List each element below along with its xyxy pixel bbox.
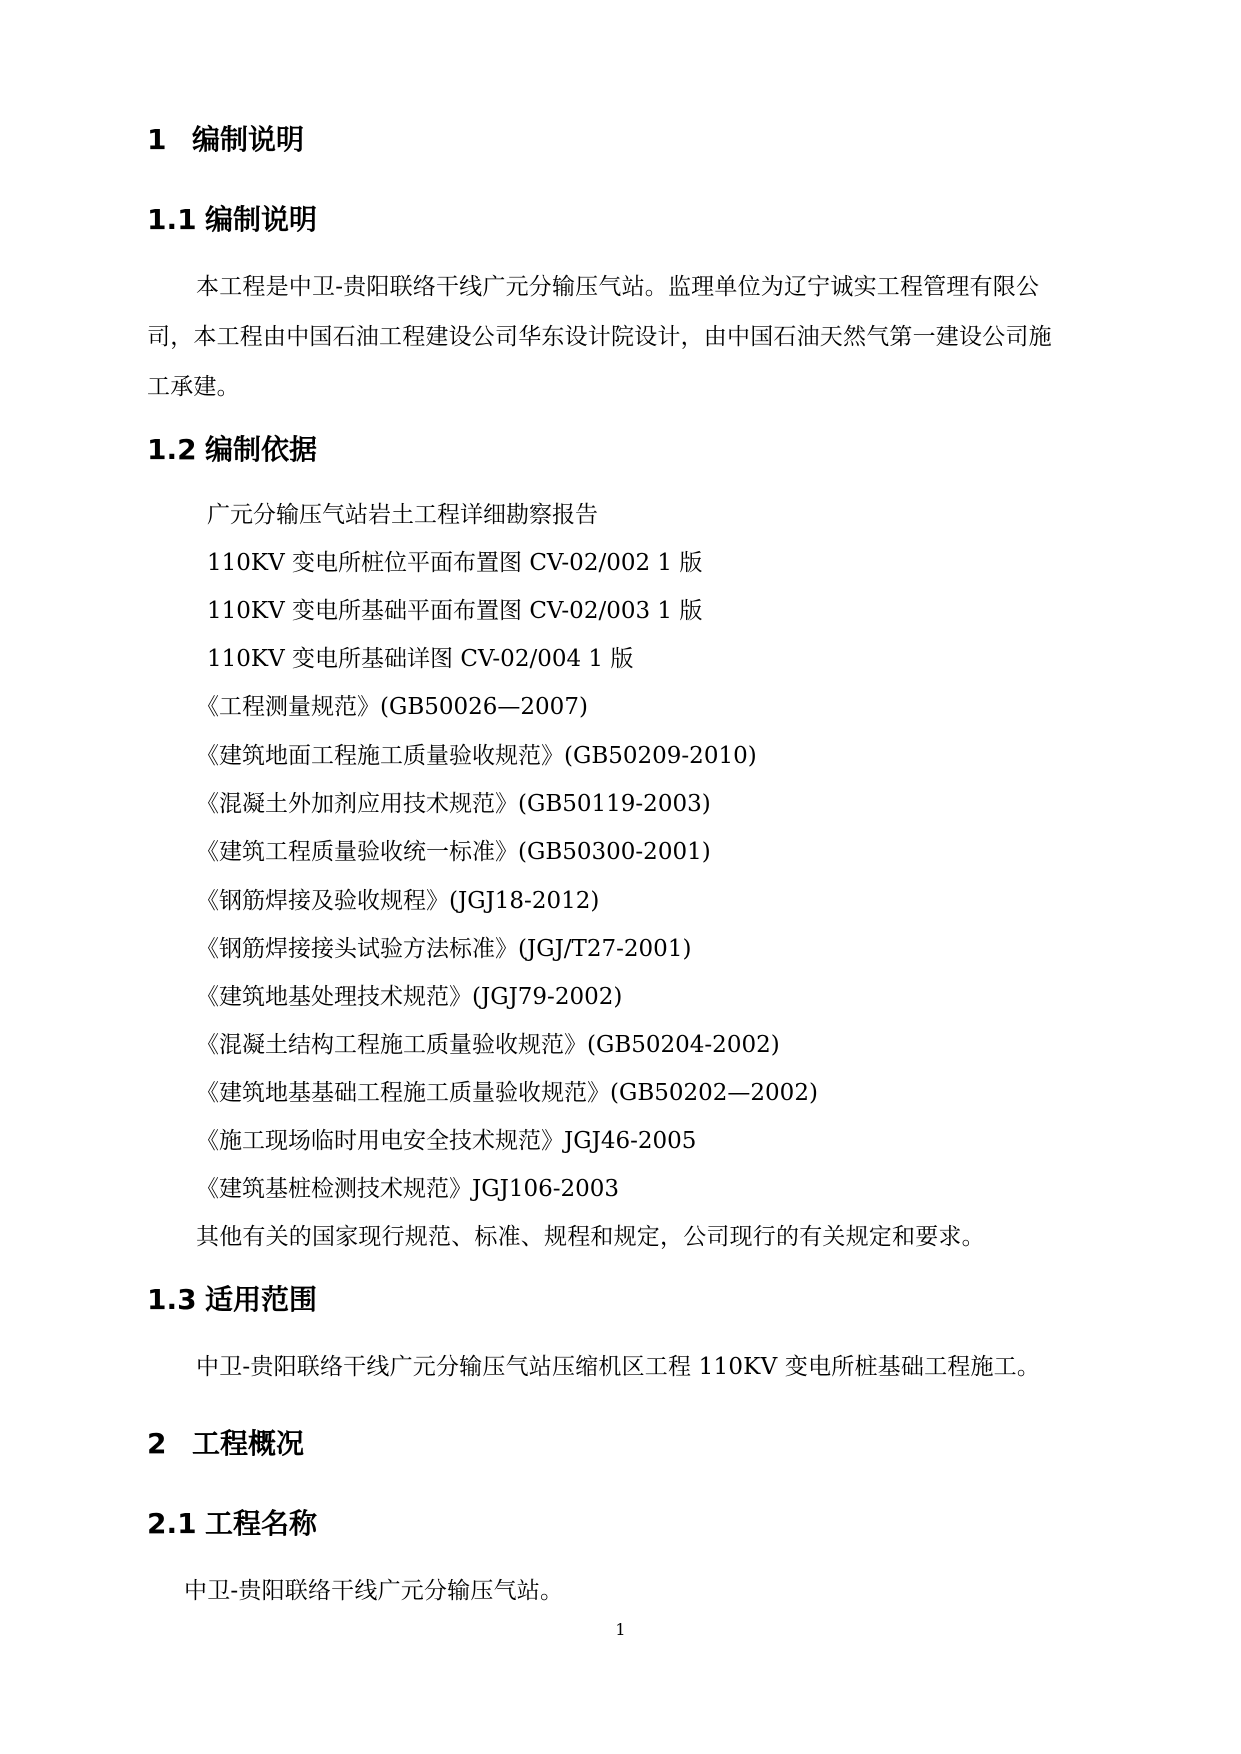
reference-item: 《建筑地基处理技术规范》(JGJ79-2002): [196, 984, 623, 1010]
paragraph-line: 中卫-贵阳联络干线广元分输压气站压缩机区工程 110KV 变电所桩基础工程施工。: [196, 1354, 1041, 1380]
heading-number: 1: [147, 123, 167, 156]
heading-1: [147, 118, 304, 158]
heading-number: 1.1: [147, 203, 197, 236]
reference-item: 《混凝土外加剂应用技术规范》(GB50119-2003): [196, 791, 711, 817]
heading-number: 1.2: [147, 433, 197, 466]
page-number: 1: [615, 1620, 626, 1639]
paragraph-line: 本工程是中卫-贵阳联络干线广元分输压气站。监理单位为辽宁诚实工程管理有限公: [196, 274, 1040, 300]
heading-title: 工程名称: [205, 1507, 318, 1540]
heading-2: [147, 1422, 304, 1462]
reference-item: 110KV 变电所基础详图 CV-02/004 1 版: [207, 646, 634, 672]
reference-item: 广元分输压气站岩土工程详细勘察报告: [207, 502, 598, 528]
paragraph-line: 其他有关的国家现行规范、标准、规程和规定，公司现行的有关规定和要求。: [196, 1224, 985, 1250]
heading-2-1: [147, 1502, 317, 1542]
heading-title: 编制说明: [205, 203, 318, 236]
heading-title: 编制说明: [192, 123, 305, 156]
paragraph-line: 中卫-贵阳联络干线广元分输压气站。: [184, 1578, 564, 1604]
reference-item: 《建筑工程质量验收统一标准》(GB50300-2001): [196, 839, 711, 865]
heading-title: 适用范围: [205, 1283, 318, 1316]
reference-item: 《建筑地面工程施工质量验收规范》(GB50209-2010): [196, 743, 757, 769]
reference-item: 《混凝土结构工程施工质量验收规范》(GB50204-2002): [196, 1032, 780, 1058]
heading-title: 工程概况: [192, 1427, 305, 1460]
reference-item: 《工程测量规范》(GB50026—2007): [196, 694, 588, 720]
heading-number: 2: [147, 1427, 167, 1460]
heading-1-3: [147, 1278, 317, 1318]
heading-1-1: [147, 198, 317, 238]
reference-item: 《钢筋焊接及验收规程》(JGJ18-2012): [196, 888, 600, 914]
heading-1-2: [147, 428, 317, 468]
reference-item: 110KV 变电所基础平面布置图 CV-02/003 1 版: [207, 598, 703, 624]
paragraph-line: 司，本工程由中国石油工程建设公司华东设计院设计，由中国石油天然气第一建设公司施: [147, 324, 1052, 350]
reference-item: 《建筑基桩检测技术规范》JGJ106-2003: [196, 1176, 620, 1202]
heading-number: 2.1: [147, 1507, 197, 1540]
reference-item: 《施工现场临时用电安全技术规范》JGJ46-2005: [196, 1128, 697, 1154]
reference-item: 《建筑地基基础工程施工质量验收规范》(GB50202—2002): [196, 1080, 818, 1106]
heading-title: 编制依据: [205, 433, 318, 466]
reference-item: 110KV 变电所桩位平面布置图 CV-02/002 1 版: [207, 550, 703, 576]
reference-item: 《钢筋焊接接头试验方法标准》(JGJ/T27-2001): [196, 936, 692, 962]
paragraph-line: 工承建。: [147, 374, 240, 400]
heading-number: 1.3: [147, 1283, 197, 1316]
